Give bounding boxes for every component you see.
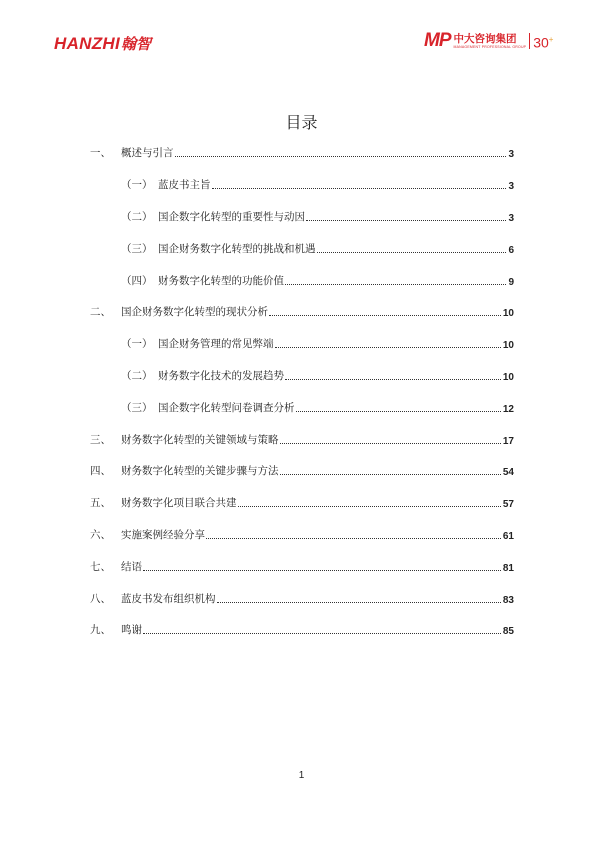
toc-entry-title: 蓝皮书主旨 [158, 179, 211, 191]
toc-entry-page: 83 [502, 595, 514, 606]
toc-entry[interactable] [90, 558, 514, 574]
hanzhi-logo-text: HANZHI [54, 34, 121, 53]
toc-entry-number: （二） [121, 211, 153, 223]
mp-anniversary-plus: + [548, 34, 554, 44]
toc-entry-title: 财务数字化转型的关键领域与策略 [121, 434, 279, 446]
toc-leader-dots [317, 251, 507, 253]
toc-leader-dots [296, 410, 501, 412]
toc-entry-page: 81 [502, 563, 514, 574]
toc-entry-title: 国企财务数字化转型的挑战和机遇 [158, 243, 316, 255]
mp-logo-text [454, 33, 527, 50]
page-number: 1 [298, 770, 305, 781]
toc-entry[interactable] [121, 367, 514, 383]
toc-entry-number: 五、 [90, 497, 111, 509]
toc-entry-number: 六、 [90, 529, 111, 541]
toc-entry-page: 12 [502, 404, 514, 415]
toc-entry[interactable] [121, 176, 514, 192]
toc-entry-page: 85 [502, 626, 514, 637]
toc-entry-number: （一） [121, 338, 153, 350]
hanzhi-logo [54, 33, 151, 54]
toc-entry-number: （三） [121, 402, 153, 414]
toc-entry[interactable] [90, 462, 514, 478]
toc-entry-title: 财务数字化项目联合共建 [121, 497, 237, 509]
toc-entry[interactable] [90, 494, 514, 510]
toc-entry-page: 3 [508, 213, 514, 224]
toc-entry-page: 6 [508, 245, 514, 256]
toc-entry-number: （一） [121, 179, 153, 191]
toc-entry-title: 概述与引言 [121, 147, 174, 159]
toc-entry-number: 九、 [90, 624, 111, 636]
toc-leader-dots [275, 346, 501, 348]
toc-entry-number: （四） [121, 275, 153, 287]
toc-entry[interactable] [121, 399, 514, 415]
toc-entry[interactable] [90, 621, 514, 637]
toc-entry-title: 结语 [121, 561, 142, 573]
toc-entry-page: 10 [502, 340, 514, 351]
toc-entry-page: 54 [502, 467, 514, 478]
toc-entry-page: 10 [502, 308, 514, 319]
toc-leader-dots [143, 632, 501, 634]
toc-entry-title: 鸣谢 [121, 624, 142, 636]
toc-entry-title: 蓝皮书发布组织机构 [121, 593, 216, 605]
toc-leader-dots [238, 505, 501, 507]
toc-leader-dots [269, 314, 501, 316]
toc-entry-title: 国企财务数字化转型的现状分析 [121, 306, 268, 318]
toc-leader-dots [217, 601, 501, 603]
toc-entry[interactable] [90, 526, 514, 542]
toc-entry-number: 三、 [90, 434, 111, 446]
toc-entry-number: 一、 [90, 147, 111, 159]
mp-anniversary-number: 30 [533, 34, 549, 51]
mp-logo-divider [529, 33, 530, 49]
toc-entry-number: 二、 [90, 306, 111, 318]
toc-leader-dots [280, 473, 501, 475]
hanzhi-logo-cn: 翰智 [121, 35, 152, 53]
mp-anniversary-badge [533, 32, 553, 51]
toc-entry-title: 实施案例经验分享 [121, 529, 205, 541]
toc-leader-dots [206, 537, 501, 539]
mp-logo-mark: MP [424, 30, 451, 51]
toc-leader-dots [306, 219, 506, 221]
toc-entry-number: （二） [121, 370, 153, 382]
toc-entry-page: 10 [502, 372, 514, 383]
toc-entry-page: 3 [508, 149, 514, 160]
toc-entry-title: 国企数字化转型的重要性与动因 [158, 211, 305, 223]
toc-entry-title: 财务数字化技术的发展趋势 [158, 370, 284, 382]
toc-leader-dots [143, 569, 501, 571]
toc-entry[interactable] [121, 240, 514, 256]
toc-title: 目录 [285, 113, 318, 132]
toc-leader-dots [212, 187, 507, 189]
toc-entry-number: 八、 [90, 593, 111, 605]
toc-entry-page: 57 [502, 499, 514, 510]
toc-entry[interactable] [90, 144, 514, 160]
toc-entry[interactable] [121, 335, 514, 351]
toc-entry-title: 国企财务管理的常见弊端 [158, 338, 274, 350]
toc-entry-page: 61 [502, 531, 514, 542]
toc-entry[interactable] [121, 272, 514, 288]
toc-entry[interactable] [90, 431, 514, 447]
toc-entry[interactable] [90, 590, 514, 606]
toc-leader-dots [175, 155, 507, 157]
toc-entry-number: （三） [121, 243, 153, 255]
toc-entry-page: 3 [508, 181, 514, 192]
toc-entry[interactable] [121, 208, 514, 224]
toc-entry-page: 17 [502, 436, 514, 447]
toc-entry-number: 四、 [90, 465, 111, 477]
toc-entry[interactable] [90, 303, 514, 319]
mp-logo-name-en: MANAGEMENT PROFESSIONAL GROUP [453, 44, 527, 49]
mp-group-logo [424, 31, 553, 51]
toc-entry-page: 9 [508, 277, 514, 288]
toc-entry-title: 财务数字化转型的功能价值 [158, 275, 284, 287]
toc-entry-number: 七、 [90, 561, 111, 573]
toc-leader-dots [285, 378, 501, 380]
toc-leader-dots [280, 442, 501, 444]
toc-entry-title: 财务数字化转型的关键步骤与方法 [121, 465, 279, 477]
mp-logo-name-cn: 中大咨询集团 [453, 32, 517, 45]
toc-leader-dots [285, 283, 506, 285]
toc-entry-title: 国企数字化转型问卷调查分析 [158, 402, 295, 414]
